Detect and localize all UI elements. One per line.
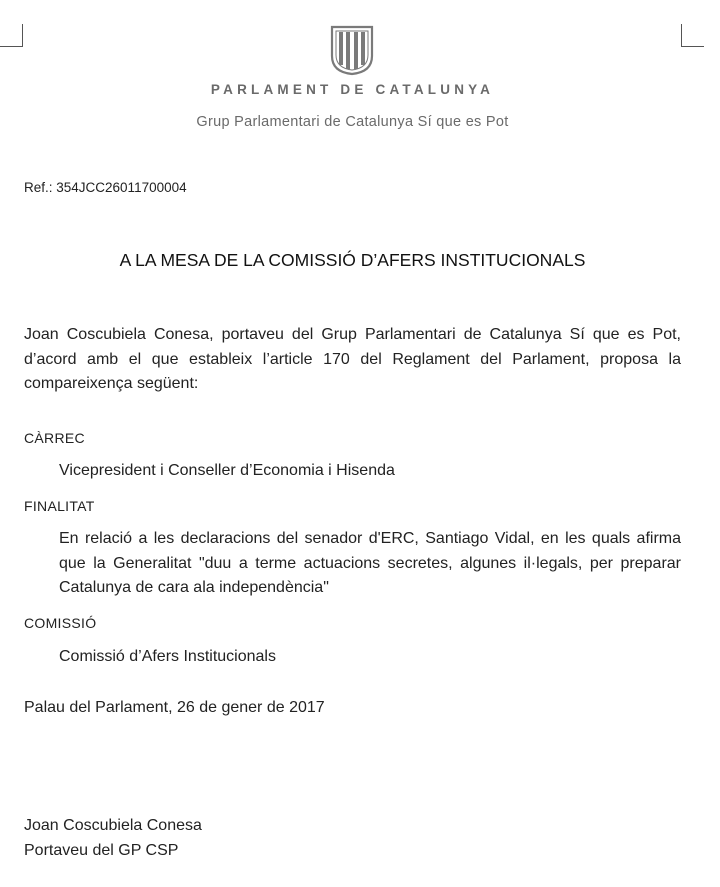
signatory-role: Portaveu del GP CSP [24,842,179,859]
corner-crop-mark-left [0,24,23,47]
charge-value: Vicepresident i Conseller d’Economia i Hisenda [59,462,395,479]
document-reference: Ref.: 354JCC26011700004 [24,180,187,195]
corner-crop-mark-right [681,24,704,47]
commission-label: COMISSIÓ [24,615,97,631]
purpose-label: FINALITAT [24,498,95,514]
commission-value: Comissió d’Afers Institucionals [59,648,276,665]
charge-label: CÀRREC [24,430,85,446]
signatory-name: Joan Coscubiela Conesa [24,817,202,834]
purpose-value: En relació a les declaracions del senador d'ERC, Santiago Vidal, en les quals afirma que la Generalitat "duu a terme actuacions secretes, algunes il·legals, per preparar Catalunya de cara ala independència" [59,530,681,596]
catalan-coat-of-arms-icon [329,24,375,76]
addressee-heading: A LA MESA DE LA COMISSIÓ D’AFERS INSTITUCIONALS [119,250,586,270]
parliament-name: PARLAMENT DE CATALUNYA [210,82,495,97]
parliamentary-group-name: Grup Parlamentari de Catalunya Sí que es Pot [196,114,509,130]
date-place: Palau del Parlament, 26 de gener de 2017 [24,699,325,716]
request-paragraph: Joan Coscubiela Conesa, portaveu del Grup Parlamentari de Catalunya Sí que es Pot, d’acord amb el que estableix l’article 170 del Reglament del Parlament, proposa la compareixença següent: [24,326,681,392]
